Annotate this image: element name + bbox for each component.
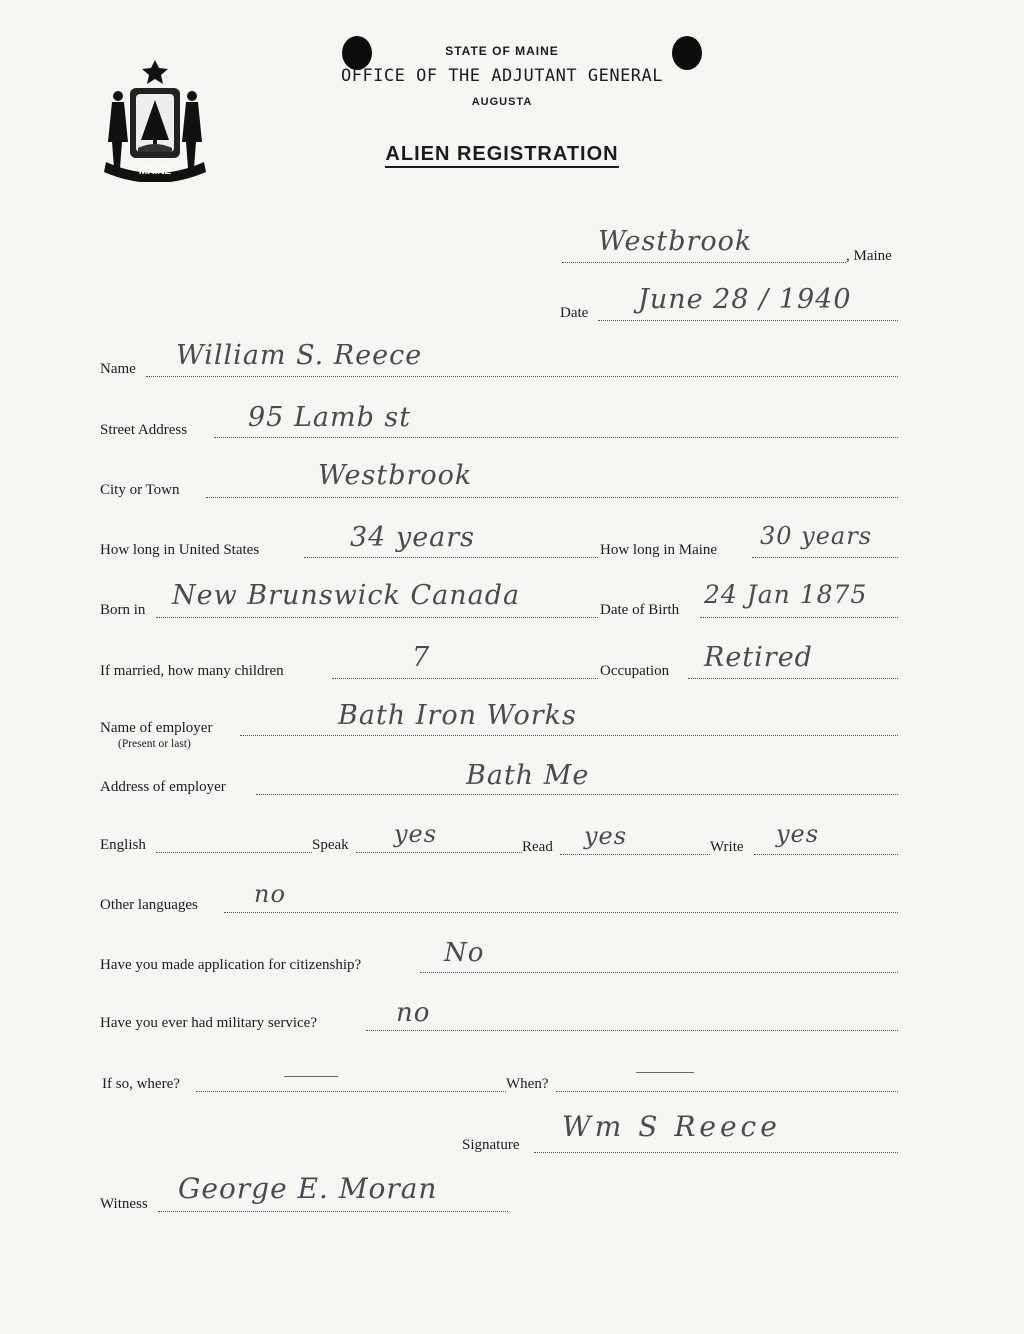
when-line <box>556 1091 898 1092</box>
employer-name-sublabel: (Present or last) <box>118 738 191 750</box>
name-label: Name <box>100 361 136 377</box>
children-line <box>332 678 598 679</box>
form-title <box>300 143 704 166</box>
occupation-line <box>688 678 898 679</box>
letterhead-city: AUGUSTA <box>471 96 533 108</box>
witness-value: George E. Moran <box>178 1172 438 1205</box>
date-of-birth-line <box>700 617 898 618</box>
name-value: William S. Reece <box>176 340 423 371</box>
witness-line <box>158 1211 508 1212</box>
form-title-text: ALIEN REGISTRATION <box>385 143 618 168</box>
date-line <box>598 320 898 321</box>
english-line <box>156 852 312 853</box>
when-label: When? <box>506 1076 549 1092</box>
maine-state-seal <box>100 58 210 182</box>
other-languages-line <box>224 912 898 913</box>
military-value: no <box>396 998 431 1028</box>
street-address-line <box>214 437 898 438</box>
city-or-town-value: Westbrook <box>318 460 473 491</box>
date-of-birth-value: 24 Jan 1875 <box>704 580 868 609</box>
military-label: Have you ever had military service? <box>100 1015 317 1031</box>
children-label: If married, how many children <box>100 663 284 679</box>
other-languages-value: no <box>254 880 286 908</box>
military-line <box>366 1030 898 1031</box>
witness-label: Witness <box>100 1196 148 1212</box>
city-or-town-line <box>206 497 898 498</box>
employer-address-value: Bath Me <box>466 760 590 791</box>
read-label: Read <box>522 839 553 855</box>
how-long-us-line <box>304 557 598 558</box>
speak-value: yes <box>394 820 438 848</box>
street-address-label: Street Address <box>100 422 188 438</box>
how-long-us-label: How long in United States <box>100 542 260 558</box>
speak-line <box>356 852 522 853</box>
speak-label: Speak <box>312 837 349 853</box>
citizenship-line <box>420 972 898 973</box>
occupation-value: Retired <box>704 642 813 673</box>
date-label: Date <box>560 305 589 321</box>
english-label: English <box>100 837 146 853</box>
location-line <box>562 262 846 263</box>
letterhead-office: OFFICE OF THE ADJUTANT GENERAL <box>340 66 664 86</box>
occupation-label: Occupation <box>600 663 670 679</box>
how-long-maine-value: 30 years <box>760 522 873 550</box>
employer-name-label: Name of employer <box>100 720 213 736</box>
children-value: 7 <box>412 642 431 673</box>
signature-line <box>534 1152 898 1153</box>
how-long-maine-label: How long in Maine <box>600 542 718 558</box>
name-line <box>146 376 898 377</box>
city-or-town-label: City or Town <box>100 482 180 498</box>
signature-value: Wm S Reece <box>562 1110 781 1143</box>
write-value: yes <box>776 820 820 848</box>
signature-label: Signature <box>462 1137 520 1153</box>
read-line <box>560 854 710 855</box>
employer-name-line <box>240 735 898 736</box>
letterhead-state: STATE OF MAINE <box>445 44 559 58</box>
citizenship-value: No <box>444 938 485 968</box>
employer-address-line <box>256 794 898 795</box>
born-in-line <box>156 617 598 618</box>
where-label: If so, where? <box>102 1076 180 1092</box>
born-in-label: Born in <box>100 602 146 618</box>
read-value: yes <box>584 822 628 850</box>
street-address-value: 95 Lamb st <box>248 402 412 433</box>
where-dash <box>284 1076 338 1077</box>
citizenship-label: Have you made application for citizenship? <box>100 957 362 973</box>
how-long-maine-line <box>752 557 898 558</box>
location-state-label: , Maine <box>846 248 892 264</box>
other-languages-label: Other languages <box>100 897 198 913</box>
write-line <box>754 854 898 855</box>
when-dash <box>636 1072 694 1073</box>
date-value: June 28 / 1940 <box>638 284 852 315</box>
where-line <box>196 1091 506 1092</box>
location-city-value: Westbrook <box>598 226 753 257</box>
seal-label: MAINE <box>138 166 172 177</box>
how-long-us-value: 34 years <box>350 522 476 553</box>
write-label: Write <box>710 839 744 855</box>
employer-name-value: Bath Iron Works <box>338 700 577 731</box>
date-of-birth-label: Date of Birth <box>600 602 680 618</box>
born-in-value: New Brunswick Canada <box>172 580 521 611</box>
employer-address-label: Address of employer <box>100 779 226 795</box>
